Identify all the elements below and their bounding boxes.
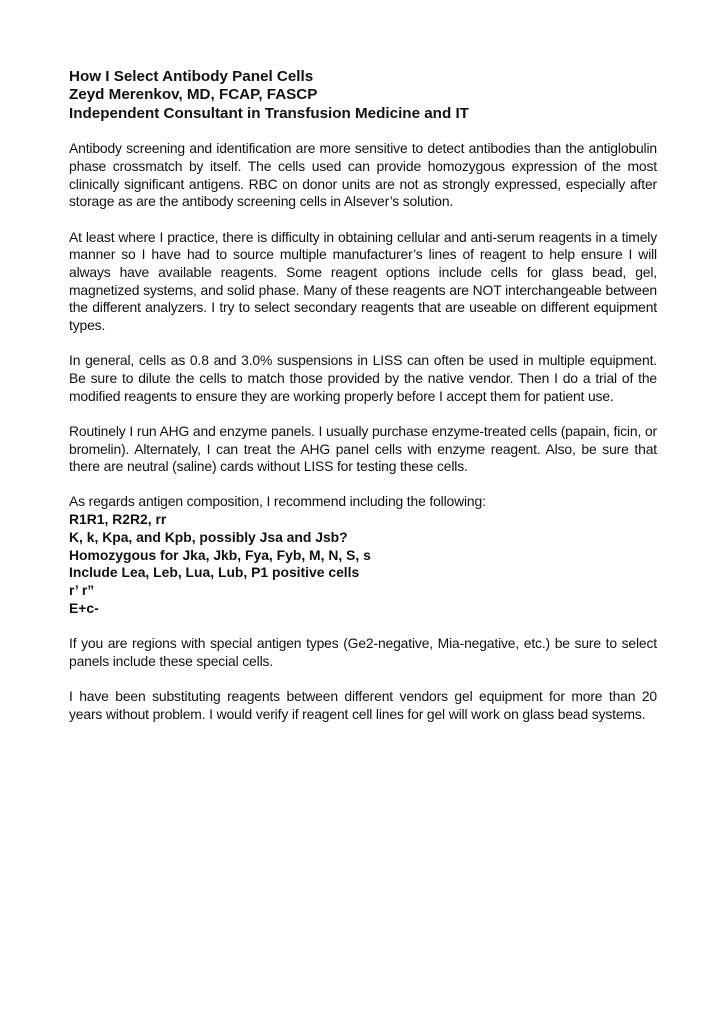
- document-page: [69, 68, 657, 723]
- author-line: Zeyd Merenkov, MD, FCAP, FASCP: [69, 86, 318, 104]
- document-title: How I Select Antibody Panel Cells: [69, 68, 314, 85]
- paragraph-intro: Antibody screening and identification are more sensitive to detect antibodies than the antiglobulin phase crossmatch by itself. The cells used can provide homozygous expression of the most clinically significant antigens. RBC on donor units are not as strongly expressed, especially after storage as are the antibody screening cells in Alsever’s solution.: [69, 140, 657, 210]
- paragraph-suspensions: In general, cells as 0.8 and 3.0% suspensions in LISS can often be used in multiple equipment. Be sure to dilute the cells to match those provided by the native vendor. Then I do a trial of the modified reagents to ensure they are working properly before I accept them for patient use.: [69, 352, 657, 404]
- paragraph-reagent-sourcing: At least where I practice, there is difficulty in obtaining cellular and anti-serum reagents in a timely manner so I have had to source multiple manufacturer’s lines of reagent to help ensure I will always have available reagents. Some reagent options include cells for glass bead, gel, magnetized systems, and solid phase. Many of these reagents are NOT interchangeable between the different analyzers. I try to select secondary reagents that are useable on different equipment types.: [69, 228, 657, 334]
- paragraph-enzyme-panels: Routinely I run AHG and enzyme panels. I usually purchase enzyme-treated cells (papain, ficin, or bromelin). Alternately, I can treat the AHG panel cells with enzyme reagent. Also, be sure that there are neutral (saline) cards without LISS for testing these cells.: [69, 422, 657, 475]
- antigen-item: E+c-: [69, 599, 99, 616]
- affiliation-line: Independent Consultant in Transfusion Medicine and IT: [69, 104, 469, 122]
- antigen-intro: As regards antigen composition, I recommend including the following:: [69, 493, 486, 510]
- antigen-item: Homozygous for Jka, Jkb, Fya, Fyb, M, N, S, s: [69, 546, 371, 563]
- antigen-item: K, k, Kpa, and Kpb, possibly Jsa and Jsb?: [69, 528, 348, 545]
- antigen-item: R1R1, R2R2, rr: [69, 511, 167, 528]
- paragraph-substitution: I have been substituting reagents between different vendors gel equipment for more than 20 years without problem. I would verify if reagent cell lines for gel will work on glass bead systems.: [69, 687, 657, 722]
- paragraph-special-antigens: If you are regions with special antigen types (Ge2-negative, Mia-negative, etc.) be sure to select panels include these special cells.: [69, 634, 657, 669]
- antigen-item: r’ r”: [69, 581, 95, 598]
- antigen-item: Include Lea, Leb, Lua, Lub, P1 positive cells: [69, 564, 360, 581]
